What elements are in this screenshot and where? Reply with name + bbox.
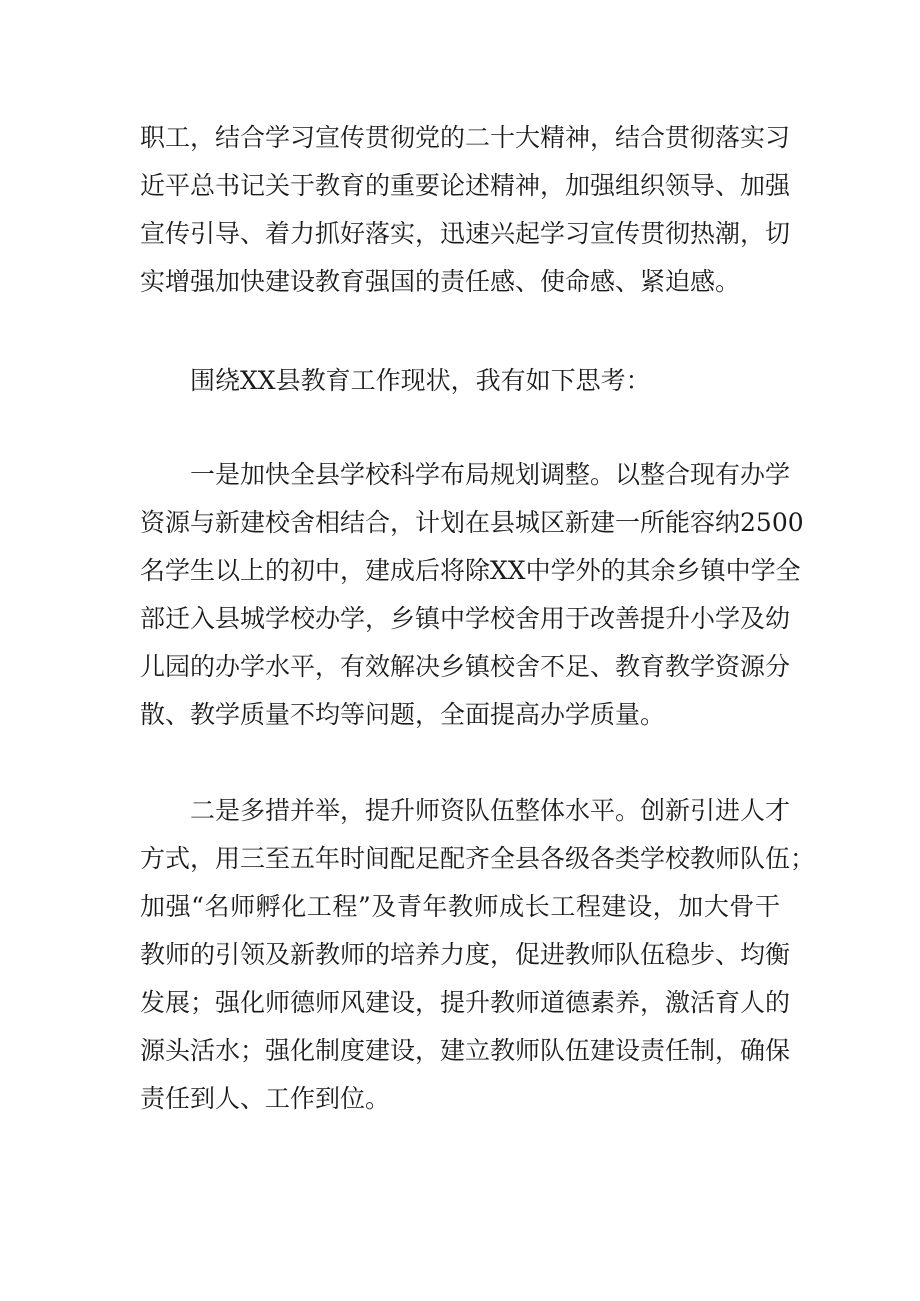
- text-line: 近平总书记关于教育的重要论述精神，加强组织领导、加强: [140, 171, 791, 200]
- text-line: 责任到人、工作到位。: [140, 1084, 391, 1113]
- text-line: 围绕XX县教育工作现状，我有如下思考：: [190, 366, 651, 395]
- text-line: 一是加快全县学校科学布局规划调整。以整合现有办学: [190, 460, 791, 489]
- paragraph-point-one: [140, 451, 804, 739]
- text-line: 源头活水；强化制度建设，建立教师队伍建设责任制，确保: [140, 1036, 791, 1065]
- text-line: 发展；强化师德师风建设，提升教师道德素养，激活育人的: [140, 988, 791, 1017]
- paragraph-intro: [140, 357, 780, 405]
- paragraph-continuation: [140, 114, 791, 306]
- text-line: 加强“名师孵化工程”及青年教师成长工程建设，加大骨干: [140, 892, 780, 921]
- text-line: 宣传引导、着力抓好落实，迅速兴起学习宣传贯彻热潮，切: [140, 219, 791, 248]
- text-line: 职工，结合学习宣传贯彻党的二十大精神，结合贯彻落实习: [140, 123, 791, 152]
- text-line: 教师的引领及新教师的培养力度，促进教师队伍稳步、均衡: [140, 940, 791, 969]
- text-line: 二是多措并举，提升师资队伍整体水平。创新引进人才: [190, 796, 791, 825]
- paragraph-point-two: [140, 787, 816, 1123]
- text-line: 儿园的办学水平，有效解决乡镇校舍不足、教育教学资源分: [140, 652, 791, 681]
- text-line: 资源与新建校舍相结合，计划在县城区新建一所能容纳2500: [140, 508, 804, 537]
- text-line: 部迁入县城学校办学，乡镇中学校舍用于改善提升小学及幼: [140, 604, 791, 633]
- text-line: 实增强加快建设教育强国的责任感、使命感、紧迫感。: [140, 267, 741, 296]
- text-line: 名学生以上的初中，建成后将除XX中学外的其余乡镇中学全: [140, 556, 801, 585]
- text-line: 散、教学质量不均等问题，全面提高办学质量。: [140, 700, 666, 729]
- text-line: 方式，用三至五年时间配足配齐全县各级各类学校教师队伍；: [140, 844, 816, 873]
